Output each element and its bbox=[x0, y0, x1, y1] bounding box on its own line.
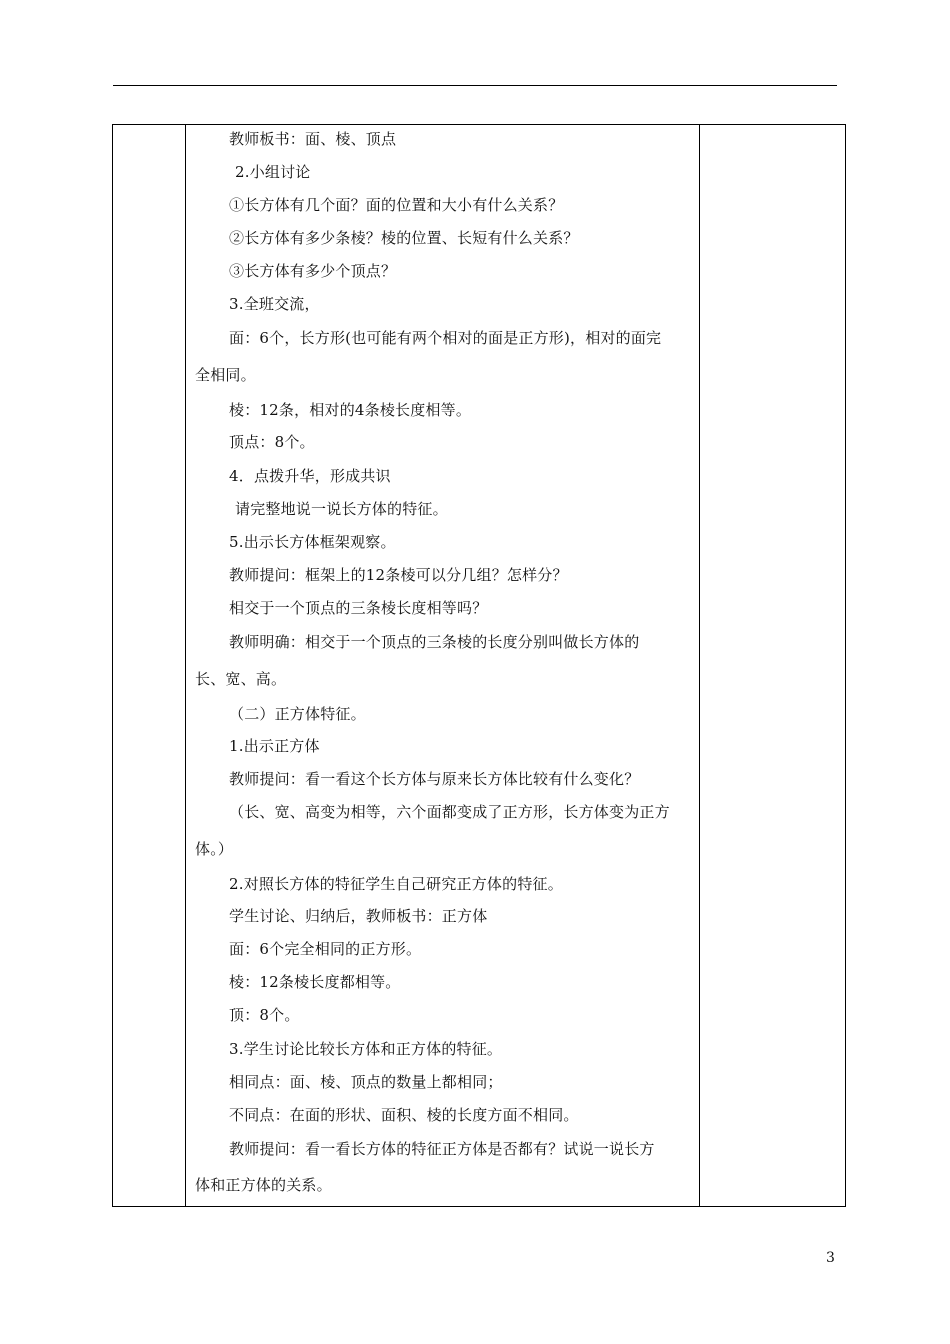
header-rule bbox=[113, 85, 837, 86]
lesson-content-cell bbox=[186, 125, 699, 1206]
content-line: 不同点：在面的形状、面积、棱的长度方面不相同。 bbox=[229, 1106, 579, 1124]
content-line: 教师提问：看一看长方体的特征正方体是否都有？试说一说长方 bbox=[229, 1140, 655, 1158]
content-line: 棱：12条，相对的4条棱长度相等。 bbox=[229, 401, 472, 419]
content-line: 顶点：8个。 bbox=[229, 433, 315, 451]
content-line: ①长方体有几个面？面的位置和大小有什么关系？ bbox=[229, 196, 564, 214]
content-line: 2.小组讨论 bbox=[235, 163, 311, 181]
content-line: 体和正方体的关系。 bbox=[195, 1176, 332, 1194]
content-line: 教师明确：相交于一个顶点的三条棱的长度分别叫做长方体的 bbox=[229, 633, 640, 651]
content-line: 2.对照长方体的特征学生自己研究正方体的特征。 bbox=[229, 875, 563, 893]
content-line: 相交于一个顶点的三条棱长度相等吗？ bbox=[229, 599, 488, 617]
content-line: 1.出示正方体 bbox=[229, 737, 320, 755]
content-line: 体。） bbox=[195, 840, 234, 858]
content-line: 学生讨论、归纳后，教师板书：正方体 bbox=[229, 907, 488, 925]
content-line: 相同点：面、棱、顶点的数量上都相同； bbox=[229, 1073, 503, 1091]
content-line: 教师板书：面、棱、顶点 bbox=[229, 130, 397, 148]
page-number: 3 bbox=[826, 1250, 835, 1266]
content-line: （长、宽、高变为相等，六个面都变成了正方形，长方体变为正方 bbox=[229, 803, 670, 821]
content-line: 3.学生讨论比较长方体和正方体的特征。 bbox=[229, 1040, 503, 1058]
content-line: 4．点拨升华，形成共识 bbox=[229, 467, 391, 485]
content-line: 面：6个，长方形(也可能有两个相对的面是正方形)，相对的面完 bbox=[229, 329, 662, 347]
content-line: 顶：8个。 bbox=[229, 1006, 300, 1024]
content-line: 面：6个完全相同的正方形。 bbox=[229, 940, 422, 958]
content-line: 棱：12条棱长度都相等。 bbox=[229, 973, 401, 991]
content-line: 全相同。 bbox=[195, 366, 256, 384]
content-line: 请完整地说一说长方体的特征。 bbox=[235, 500, 448, 518]
content-line: 长、宽、高。 bbox=[195, 670, 287, 688]
content-line: （二）正方体特征。 bbox=[229, 705, 366, 723]
right-column-divider bbox=[699, 125, 700, 1206]
content-line: 教师提问：框架上的12条棱可以分几组？怎样分？ bbox=[229, 566, 568, 584]
lesson-table bbox=[112, 124, 846, 1207]
content-line: 教师提问：看一看这个长方体与原来长方体比较有什么变化？ bbox=[229, 770, 640, 788]
content-line: ②长方体有多少条棱？棱的位置、长短有什么关系？ bbox=[229, 229, 579, 247]
content-line: 5.出示长方体框架观察。 bbox=[229, 533, 396, 551]
content-line: 3.全班交流， bbox=[229, 295, 320, 313]
content-line: ③长方体有多少个顶点？ bbox=[229, 262, 397, 280]
